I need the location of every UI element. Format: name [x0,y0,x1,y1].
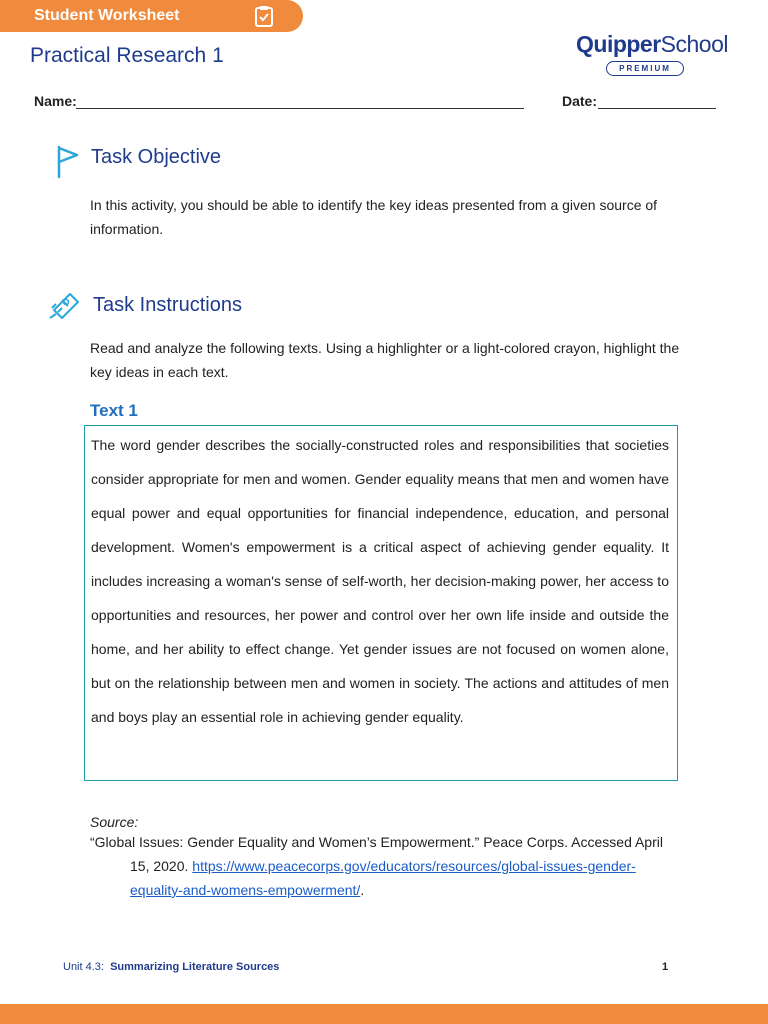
page-number: 1 [662,961,669,973]
source-link[interactable]: https://www.peacecorps.gov/educators/resources/global-issues-gender-equality-and-womens-empowerment/ [130,858,636,898]
name-field[interactable] [76,108,524,109]
citation-end: . [360,882,365,898]
flag-icon [56,145,80,184]
clipboard-check-icon [254,5,274,32]
worksheet-tab [0,0,303,32]
unit-title: Summarizing Literature Sources [110,961,280,973]
unit-number: Unit 4.3: [63,961,104,973]
instructions-text: Read and analyze the following texts. Using a highlighter or a light-colored crayon, highlight the key ideas in each text. [90,340,680,380]
instructions-title: Task Instructions [93,294,242,316]
worksheet-label: Student Worksheet [34,7,180,24]
brand-tier-badge: PREMIUM [606,61,684,76]
footer-bar [0,1004,768,1024]
name-label: Name: [34,93,77,109]
text1-heading: Text 1 [90,401,138,420]
brand-name-light: School [660,31,728,57]
objective-text: In this activity, you should be able to identify the key ideas presented from a given source of information. [90,197,658,237]
source-citation [90,830,680,902]
date-label: Date: [562,93,598,109]
objective-title: Task Objective [91,146,222,168]
highlighter-icon [48,288,82,327]
course-title: Practical Research 1 [30,44,224,67]
source-label: Source: [90,814,139,830]
footer-unit [63,961,279,973]
citation-text: “Global Issues: Gender Equality and Women’s Empowerment.” Peace Corps. Accessed April 15, 2020. [90,834,663,874]
brand-name-bold: Quipper [576,31,661,57]
text1-body: The word gender describes the socially-constructed roles and responsibilities that societies consider appropriate for men and women. Gender equality means that men and women have equal power and equal opportunities for financial independence, education, and personal development. Women's empowerment is a critical aspect of achieving gender equality. It includes increasing a woman's sense of self-worth, her decision-making power, her access to opportunities and resources, her power and control over her own life inside and outside the home, and her ability to effect change. Yet gender issues are not focused on women alone, but on the relationship between men and women in society. The actions and attitudes of men and boys play an essential role in achieving gender equality. [91,437,669,725]
quipper-logo [576,31,728,76]
date-field[interactable] [598,108,716,109]
